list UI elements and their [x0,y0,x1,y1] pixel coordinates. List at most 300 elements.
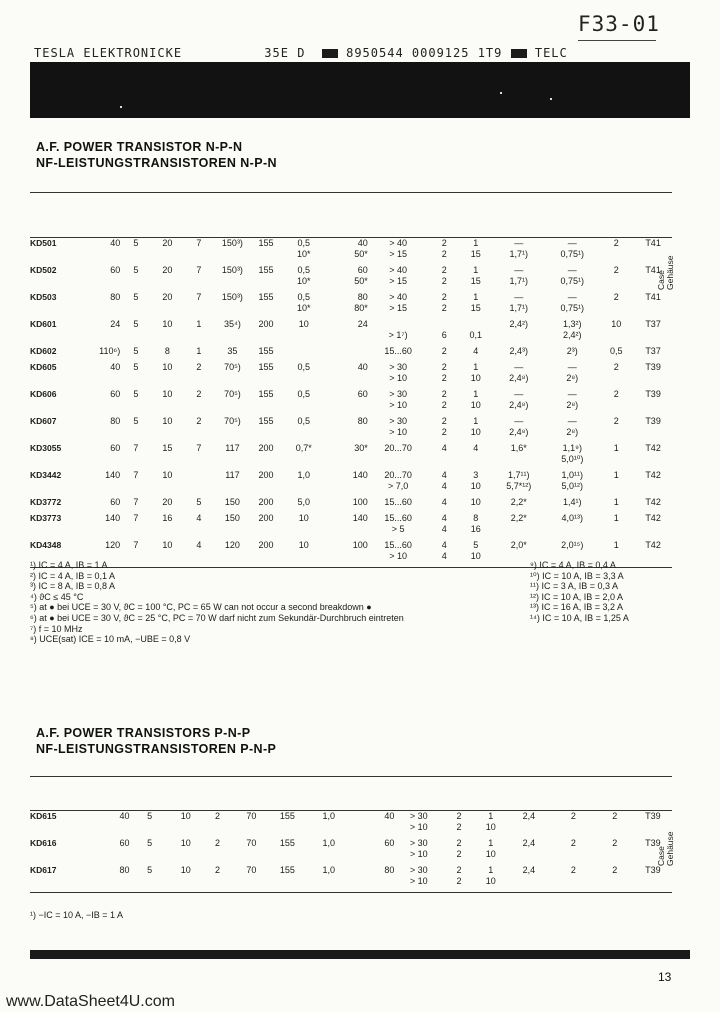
type-cell: KD3442 [30,470,62,480]
value-cell: 150³) [221,238,243,248]
type-cell: KD3773 [30,513,62,523]
value-cell: 15...60 [384,497,412,507]
value-cell [326,481,368,492]
value-cell: 5 [133,265,139,275]
value-cell [130,876,170,887]
value-cell: 4 [441,443,447,453]
catalog-header [34,46,568,60]
value-cell: 10 [162,540,173,550]
value-cell: 2 [196,362,202,372]
value-cell [507,822,551,833]
value-cell [250,330,281,341]
value-cell: 1,0 [322,811,335,821]
value-cell: 200 [258,443,274,453]
value-cell: 70 [246,838,257,848]
header-row [30,799,672,811]
value-cell: — [567,362,577,372]
value-cell [634,400,672,411]
value-cell [120,454,151,465]
value-cell: 80 [119,865,130,875]
value-cell [598,400,634,411]
header-cell [475,799,507,811]
value-cell [596,849,634,860]
value-cell [492,524,547,535]
value-cell: 2,0¹⁵) [561,540,584,550]
header-cell [305,799,352,811]
value-cell: 2 [441,238,447,248]
value-cell [551,822,595,833]
value-cell: > 10 [409,876,428,886]
value-cell [152,373,183,384]
value-cell: 80 [110,292,121,302]
rule-cell [305,893,352,894]
value-cell: 15...60 [384,346,412,356]
value-cell: T39 [645,362,661,372]
header-cell [546,204,598,215]
value-cell: 2 [456,811,462,821]
type-cell: KD502 [30,265,57,275]
value-cell: 5 [147,865,153,875]
table-row [30,373,672,384]
value-cell [282,524,326,535]
value-cell: 7 [196,292,202,302]
header-cell [152,226,183,238]
value-cell: 10 [485,822,496,832]
value-cell: 0,75¹) [560,276,585,286]
table-row [30,292,672,303]
value-cell: 10 [485,876,496,886]
header-cell [596,799,634,811]
header-cell [326,215,368,226]
value-cell: 155 [258,292,274,302]
header-cell [634,226,672,238]
header-cell [183,226,214,238]
header-cell [152,204,183,215]
value-cell: 2 [441,362,447,372]
table-row [30,876,672,887]
value-cell: 4 [441,481,447,491]
header-cell [89,193,282,204]
value-cell: 7 [133,513,139,523]
value-cell: 15...60 [384,540,412,550]
value-cell: 1 [613,497,619,507]
rule-cell [507,893,551,894]
value-cell [326,400,368,411]
value-cell: 20 [162,497,173,507]
header-cell [269,788,305,799]
value-cell: > 30 [409,811,428,821]
value-cell: 1,7¹) [509,303,529,313]
header-cell [352,777,394,788]
value-cell [89,249,120,260]
value-cell: 1,0 [322,838,335,848]
value-cell: 110⁶) [99,346,121,356]
value-cell: — [514,389,524,399]
case-label-line: Case [656,846,666,866]
value-cell: 5 [133,319,139,329]
value-cell [269,876,305,887]
watermark[interactable]: www.DataSheet4U.com [6,993,175,1010]
value-cell: 40 [119,811,130,821]
table-row [30,443,672,454]
footnote: ¹⁴) IC = 10 A, IB = 1,25 A [530,612,629,623]
value-cell: 2,4⁸) [509,427,529,437]
value-cell [183,454,214,465]
value-cell: 20 [162,265,173,275]
value-cell: 2 [613,238,619,248]
value-cell [183,470,214,481]
type-cell [30,454,89,465]
header-cell [598,215,634,226]
value-cell: 2,4 [522,811,536,821]
header-cell [460,215,491,226]
value-cell: 2 [441,276,447,286]
value-cell: 155 [258,389,274,399]
value-cell: 10 [298,513,309,523]
value-cell: 70⁵) [224,416,241,426]
value-cell: 2,4²) [563,330,582,340]
value-cell: 2 [441,373,447,383]
value-cell: 60 [110,265,121,275]
value-cell: 0,75¹) [560,303,585,313]
value-cell: 2 [570,811,576,821]
value-cell: 0,5 [297,292,311,302]
value-cell [269,849,305,860]
value-cell [183,524,214,535]
value-cell [170,876,202,887]
header-cell [202,799,234,811]
value-cell: 1 [613,470,619,480]
value-cell: 2 [441,303,447,313]
value-cell [89,822,129,833]
npn-case-label [657,256,675,291]
type-cell: KD616 [30,838,57,848]
value-cell [89,400,120,411]
value-cell: > 10 [409,849,428,859]
value-cell: 5 [133,346,139,356]
case-label-line: Case [656,270,666,290]
value-cell [507,849,551,860]
value-cell [596,822,634,833]
table-row [30,849,672,860]
black-band [30,62,690,118]
value-cell: 2⁸) [566,373,579,383]
rule-cell [130,893,170,894]
value-cell [634,303,672,314]
value-cell: 1 [473,362,479,372]
value-cell: 1 [613,540,619,550]
value-cell [250,400,281,411]
footnote: ¹³) IC = 16 A, IB = 3,2 A [530,602,624,613]
value-cell: > 40 [389,238,408,248]
footnote: ⁸) UCE(sat) ICE = 10 mA, −UBE = 0,8 V [30,634,191,645]
value-cell: > 30 [389,389,408,399]
value-cell: 60 [110,443,121,453]
header-cell [394,777,443,788]
value-cell: 155 [279,811,295,821]
value-cell [202,822,234,833]
header-cell [596,788,634,799]
rule-cell [551,893,595,894]
header-cell [492,215,547,226]
value-cell: — [514,238,524,248]
value-cell: 2 [214,811,220,821]
value-cell [215,481,251,492]
table-row [30,362,672,373]
header-cell [233,788,269,799]
value-cell: 2³) [566,346,578,356]
value-cell [460,454,491,465]
header-cell [460,204,491,215]
header-cell [598,226,634,238]
value-cell: 24 [110,319,121,329]
value-cell [326,454,368,465]
header-cell [30,226,89,238]
value-cell: 15...60 [384,513,412,523]
value-cell: 155 [258,362,274,372]
value-cell: 5 [147,811,153,821]
value-cell [546,524,598,535]
header-cell [634,777,672,788]
value-cell: 155 [279,838,295,848]
value-cell: 70 [246,865,257,875]
value-cell: 100 [352,540,368,550]
value-cell: 1,0 [297,470,311,480]
footnote: ⁴) ϑC ≤ 45 °C [30,591,84,602]
value-cell: 10* [297,249,311,259]
type-cell: KD606 [30,389,57,399]
value-cell [170,849,202,860]
header-cell [429,226,460,238]
value-cell [429,454,460,465]
value-cell: 1 [488,865,494,875]
value-cell [89,481,120,492]
value-cell: 40 [384,811,395,821]
value-cell: > 15 [389,276,408,286]
value-cell: 10 [485,849,496,859]
value-cell: 150³) [221,265,243,275]
value-cell [634,876,672,887]
value-cell: 4 [441,551,447,561]
value-cell: 1 [473,265,479,275]
type-cell: KD4348 [30,540,62,550]
table-row [30,524,672,535]
table-row [30,427,672,438]
value-cell: 5 [196,497,202,507]
rule-cell [394,893,443,894]
value-cell: 5 [133,238,139,248]
value-cell [368,319,429,330]
table-row [30,249,672,260]
value-cell [183,330,214,341]
header-row [30,777,672,788]
value-cell [598,276,634,287]
type-cell [30,330,89,341]
value-cell: 4 [473,443,479,453]
value-cell: T42 [645,497,661,507]
value-cell: 40 [357,362,368,372]
value-cell: 10 [180,811,191,821]
value-cell: 117 [225,443,240,453]
value-cell: 150³) [221,292,243,302]
header-cell [202,788,234,799]
value-cell: 10* [297,303,311,313]
value-cell: 4 [196,540,202,550]
value-cell [634,427,672,438]
table-row [30,319,672,330]
value-cell [429,319,460,330]
value-cell: 150 [224,497,240,507]
value-cell [634,454,672,465]
value-cell: 2 [456,838,462,848]
value-cell: T41 [645,265,661,275]
header-cell [215,226,251,238]
value-cell [152,303,183,314]
value-cell [152,481,183,492]
value-cell: 155 [258,238,274,248]
pnp-case-label [657,832,675,867]
value-cell: 40 [357,238,368,248]
header-cell [634,215,672,226]
value-cell [282,427,326,438]
header-cell [507,799,551,811]
value-cell: 10 [180,838,191,848]
header-cell [368,193,429,204]
header-cell [429,204,460,215]
value-cell: 2 [441,400,447,410]
header-row [30,788,672,799]
value-cell [152,454,183,465]
value-cell: 10 [162,362,173,372]
value-cell: T39 [645,811,661,821]
header-row [30,193,672,204]
value-cell [326,373,368,384]
value-cell [215,249,251,260]
value-cell: 0,5 [297,416,311,426]
table-row [30,303,672,314]
header-cell [352,799,394,811]
value-cell: 2,4²) [509,319,529,329]
value-cell: > 15 [389,303,408,313]
type-cell [30,481,89,492]
value-cell: 155 [279,865,295,875]
npn-table [30,192,672,568]
value-cell: 10 [162,470,173,480]
header-cell [460,193,491,204]
value-cell [250,249,281,260]
header-cell [443,777,475,788]
value-cell: 7 [196,443,202,453]
value-cell: 1 [196,319,202,329]
header-cell [551,788,595,799]
type-cell: KD3055 [30,443,62,453]
value-cell [507,876,551,887]
value-cell: 10 [162,389,173,399]
rule-cell [475,893,507,894]
value-cell [183,481,214,492]
value-cell [282,454,326,465]
value-cell: 7 [133,443,139,453]
value-cell [598,524,634,535]
value-cell: 20 [162,238,173,248]
value-cell: — [514,265,524,275]
value-cell: — [567,265,577,275]
header-cell [551,777,595,788]
page-number: 13 [658,970,672,984]
value-cell: 30* [354,443,368,453]
value-cell [596,876,634,887]
table-row [30,540,672,551]
table-row [30,276,672,287]
table-row [30,389,672,400]
value-cell: 1,4¹) [563,497,582,507]
header-cell [30,777,89,788]
rule-cell [202,893,234,894]
value-cell [492,454,547,465]
table-row [30,400,672,411]
value-cell: 2 [196,389,202,399]
table-row [30,865,672,876]
type-cell: KD601 [30,319,57,329]
type-cell: KD615 [30,811,57,821]
value-cell [326,330,368,341]
rule-cell [352,893,394,894]
bottom-band [30,950,690,959]
header-cell [89,204,120,215]
footnote: ³) IC = 8 A, IB = 0,8 A [30,581,116,592]
rule-cell [30,893,89,894]
value-cell: 2 [570,865,576,875]
value-cell: 10 [162,416,173,426]
value-cell [120,303,151,314]
table-row [30,513,672,524]
value-cell: 2,2* [510,513,527,523]
pnp-title-en: A.F. POWER TRANSISTORS P-N-P [36,726,251,740]
value-cell: 5,0¹²) [561,481,584,491]
case-label-line: Gehäuse [665,831,675,866]
stamp-underline [578,40,656,41]
header-cell [89,788,129,799]
company-name: TESLA ELEKTRONICKE [34,46,183,60]
value-cell: 1,0 [322,865,335,875]
header-cell [89,215,120,226]
value-cell: 6 [441,330,447,340]
type-cell [30,303,89,314]
rule-cell [634,893,672,894]
value-cell: — [567,292,577,302]
value-cell [269,822,305,833]
header-cell [130,799,170,811]
value-cell: > 1⁷) [388,330,408,340]
value-cell: 2,4⁸) [509,400,529,410]
value-cell [215,303,251,314]
value-cell [598,454,634,465]
value-cell: 2 [613,362,619,372]
type-cell: KD607 [30,416,57,426]
value-cell [120,481,151,492]
value-cell [598,427,634,438]
footnote: ⁶) at ● bei UCE = 30 V, ϑC = 25 °C, PC = 70 W darf nicht zum Sekundär-Durchbruch eintreten [30,612,404,623]
header-cell [475,788,507,799]
value-cell: 5,0¹⁰) [561,454,584,464]
value-cell: 2⁸) [566,427,579,437]
value-cell: 7 [133,470,139,480]
type-cell: KD605 [30,362,57,372]
value-cell [233,849,269,860]
value-cell: 4 [441,524,447,534]
value-cell [250,481,281,492]
value-cell: 2 [456,865,462,875]
